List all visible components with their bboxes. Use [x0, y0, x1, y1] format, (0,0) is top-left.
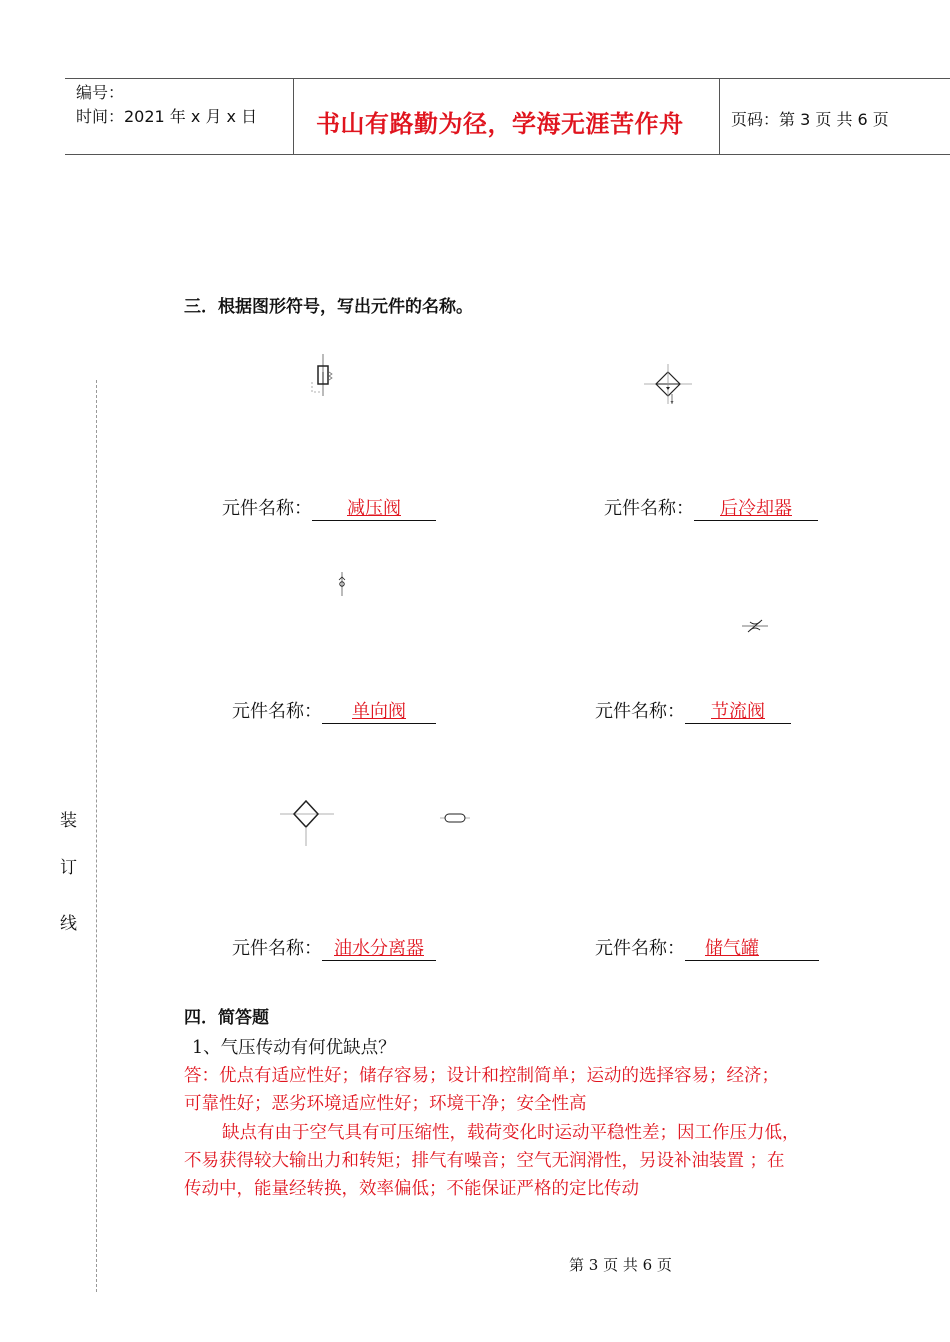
component-name-label: 元件名称： — [595, 938, 685, 959]
component-name-row-3-left — [232, 934, 436, 961]
air-receiver-symbol — [440, 811, 470, 825]
header-motto: 书山有路勤为径，学海无涯苦作舟 — [316, 109, 684, 138]
component-name-row-2-right — [595, 697, 791, 724]
component-answer-4: 节流阀 — [711, 701, 765, 722]
oil-water-separator-symbol — [280, 796, 334, 846]
answer-line-5: 传动中，能量经转换，效率偏低；不能保证严格的定比传动 — [184, 1179, 639, 1199]
component-name-row-2-left — [232, 697, 436, 724]
component-answer-3: 单向阀 — [352, 701, 406, 722]
component-answer-1: 减压阀 — [347, 498, 401, 519]
component-answer-6: 储气罐 — [705, 938, 759, 959]
footer-page-number: 第 3 页 共 6 页 — [569, 1256, 672, 1274]
check-valve-symbol — [336, 572, 348, 596]
component-name-label: 元件名称： — [232, 701, 322, 722]
section3-title: 三．根据图形符号，写出元件的名称。 — [184, 297, 473, 317]
answer-line-3: 缺点有由于空气具有可压缩性，载荷变化时运动平稳性差；因工作压力低， — [222, 1123, 800, 1143]
binding-char-1: 装 — [60, 811, 77, 831]
header-divider-1 — [293, 78, 294, 155]
component-name-row-1-right — [604, 494, 818, 521]
header-bottom-rule — [65, 154, 950, 155]
answer-line-2: 可靠性好；恶劣环境适应性好；环境干净；安全性高 — [184, 1094, 587, 1114]
answer-line-4: 不易获得较大输出力和转矩；排气有噪音；空气无润滑性，另设补油装置 ；在 — [184, 1151, 785, 1171]
answer-line-1: 答：优点有适应性好；储存容易；设计和控制简单；运动的选择容易；经济； — [184, 1066, 779, 1086]
component-name-label: 元件名称： — [222, 498, 312, 519]
component-answer-2: 后冷却器 — [720, 498, 792, 519]
pressure-reducing-valve-symbol — [306, 352, 340, 398]
header-number-label: 编号： — [76, 83, 125, 102]
section4-title: 四．简答题 — [184, 1008, 269, 1028]
component-name-label: 元件名称： — [232, 938, 322, 959]
binding-char-2: 订 — [60, 858, 77, 878]
throttle-valve-symbol — [742, 618, 768, 634]
header-page-info: 页码：第 3 页 共 6 页 — [731, 110, 889, 129]
header-top-rule — [65, 78, 950, 79]
component-answer-5: 油水分离器 — [334, 938, 424, 959]
header-time-label: 时间：2021 年 x 月 x 日 — [76, 107, 258, 126]
component-name-label: 元件名称： — [595, 701, 685, 722]
binding-char-3: 线 — [60, 914, 77, 934]
binding-dotted-line — [96, 380, 97, 1292]
header-divider-2 — [719, 78, 720, 155]
aftercooler-symbol — [644, 364, 692, 406]
section4-question: 1、气压传动有何优缺点？ — [192, 1038, 396, 1058]
component-name-row-1-left — [222, 494, 436, 521]
component-name-label: 元件名称： — [604, 498, 694, 519]
component-name-row-3-right — [595, 934, 819, 961]
